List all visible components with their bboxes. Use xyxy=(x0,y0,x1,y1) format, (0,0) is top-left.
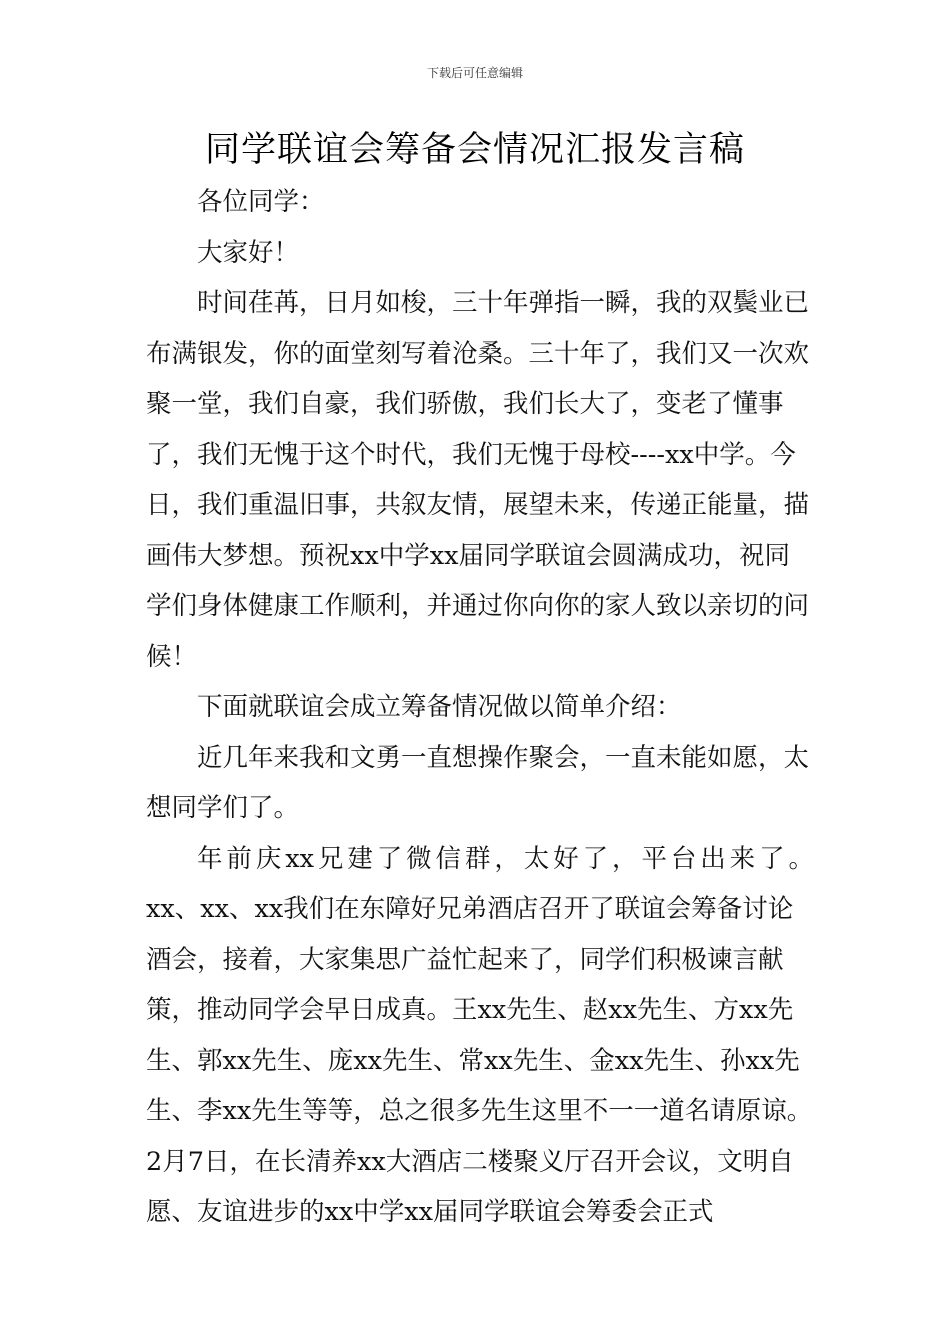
document-title: 同学联谊会筹备会情况汇报发言稿 xyxy=(204,130,745,170)
greeting: 大家好！ xyxy=(197,237,300,268)
paragraph-intro: 下面就联谊会成立筹备情况做以简单介绍： xyxy=(197,692,682,722)
paragraph-preparation: xx、xx、xx我们在东障好兄弟酒店召开了联谊会筹备讨论酒会，接着，大家集思广益忙起来了，同学们积极谏言献策，推动同学会早日成真。王xx先生、赵xx先生、方xx先生、郭xx先生、庞xx先生、常xx先生、金xx先生、孙xx先生、李xx先生等等，总之很多先生这里不一一道名请原谅。2月7日，在长清养xx大酒店二楼聚义厅召开会议，文明自愿、友谊进步的xx中学xx届同学联谊会筹委会正式 xyxy=(146,894,813,1227)
document-body xyxy=(146,177,814,1238)
paragraph-background: 近几年来我和文勇一直想操作聚会，一直未能如愿，太想同学们了。 xyxy=(146,742,810,823)
paragraph-wechat: 年前庆xx兄建了微信群，太好了，平台出来了。 xyxy=(197,843,814,874)
paragraph-opening: 时间荏苒，日月如梭，三十年弹指一瞬，我的双鬓业已布满银发，你的面堂刻写着沧桑。三十年了，我们又一次欢聚一堂，我们自豪，我们骄傲，我们长大了，变老了懂事了，我们无愧于这个时代，我们无愧于母校----xx中学。今日，我们重温旧事，共叙友情，展望未来，传递正能量，描画伟大梦想。预祝xx中学xx届同学联谊会圆满成功，祝同学们身体健康工作顺利，并通过你向你的家人致以亲切的问候！ xyxy=(146,288,810,672)
salutation: 各位同学： xyxy=(197,187,325,217)
header-note: 下载后可任意编辑 xyxy=(426,66,523,80)
